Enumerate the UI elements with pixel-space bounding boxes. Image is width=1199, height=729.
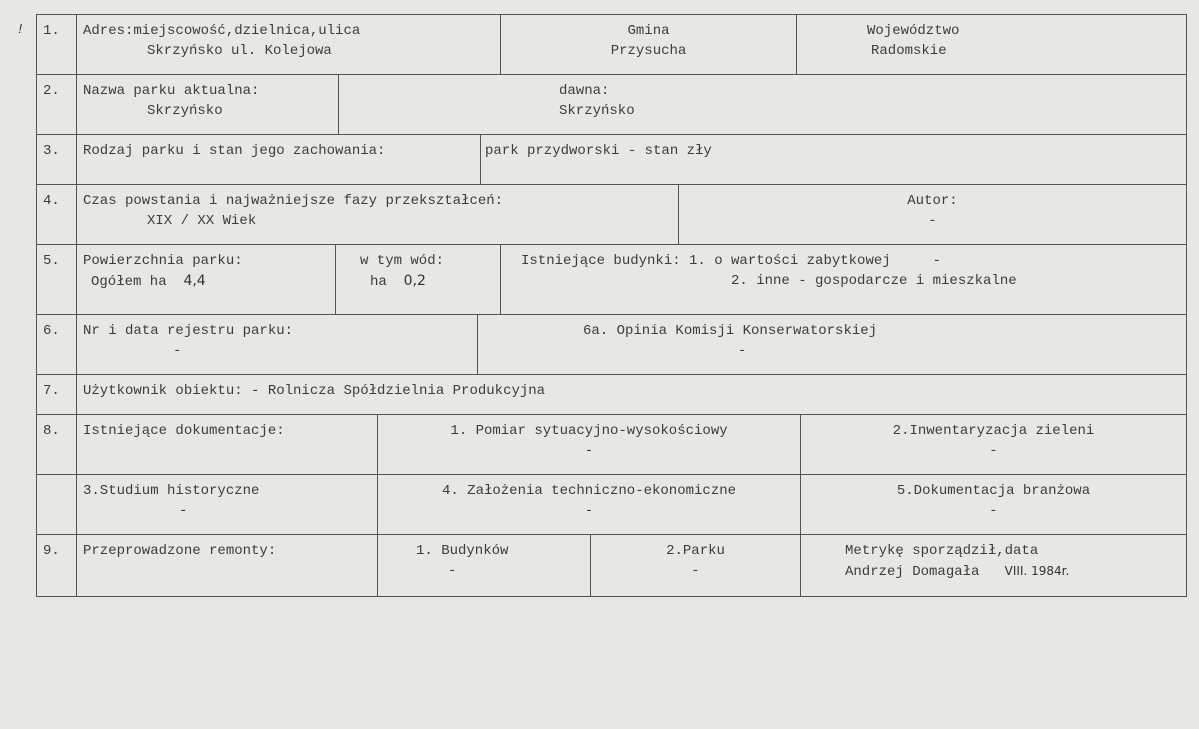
area-value: 4,4 — [183, 273, 206, 289]
register-cell — [76, 314, 477, 374]
buildings-cell — [500, 244, 1187, 314]
doc-3-value: - — [179, 503, 188, 519]
former-name-cell — [338, 74, 1187, 134]
current-name-value: Skrzyńsko — [147, 103, 223, 119]
prepared-by-cell — [800, 534, 1187, 597]
row-number: 6. — [36, 314, 76, 374]
doc-5-value: - — [989, 503, 998, 519]
author-label: Autor: — [907, 193, 958, 209]
opinion-cell — [477, 314, 1187, 374]
park-type-label: Rodzaj parku i stan jego zachowania: — [76, 134, 480, 184]
area-label: Powierzchnia parku: — [83, 253, 243, 269]
creation-time-cell — [76, 184, 678, 244]
doc-1-cell — [377, 414, 800, 474]
register-label: Nr i data rejestru parku: — [83, 323, 294, 339]
buildings-label: Istniejące budynki: 1. o wartości zabytkowej - — [521, 253, 942, 269]
doc-2-value: - — [989, 443, 998, 459]
author-cell — [678, 184, 1187, 244]
row-number-empty — [36, 474, 76, 534]
doc-4-cell — [377, 474, 800, 534]
doc-3-cell — [76, 474, 377, 534]
address-label: Adres:miejscowość,dzielnica,ulica — [83, 23, 361, 39]
doc-5-label: 5.Dokumentacja branżowa — [896, 483, 1091, 499]
voivodeship-value: Radomskie — [871, 43, 947, 59]
opinion-label: 6a. Opinia Komisji Konserwatorskiej — [583, 323, 878, 339]
doc-3-label: 3.Studium historyczne — [83, 483, 260, 499]
former-name-value: Skrzyńsko — [559, 103, 635, 119]
park-type-value: park przydworski - stan zły — [480, 134, 1187, 184]
current-name-label: Nazwa parku aktualna: — [83, 83, 260, 99]
buildings-line2: 2. inne - gospodarcze i mieszkalne — [731, 273, 1017, 289]
doc-1-label: 1. Pomiar sytuacyjno-wysokościowy — [450, 423, 728, 439]
prepared-by-label: Metrykę sporządził,data — [845, 543, 1039, 559]
row-number: 9. — [36, 534, 76, 597]
author-value: - — [928, 213, 937, 229]
current-name-cell — [76, 74, 338, 134]
doc-2-cell — [800, 414, 1187, 474]
user-label: Użytkownik obiektu: - Rolnicza Spółdzielnia Produkcyjna — [76, 374, 1187, 414]
prepared-by-name: Andrzej Domagała — [845, 564, 980, 580]
register-value: - — [173, 343, 182, 359]
row-number: 2. — [36, 74, 76, 134]
area-prefix: Ogółem ha — [91, 274, 167, 290]
opinion-value: - — [738, 343, 747, 359]
doc-1-value: - — [584, 443, 594, 459]
water-prefix: ha — [370, 274, 387, 290]
water-label: w tym wód: — [360, 253, 445, 269]
address-cell — [76, 14, 500, 74]
documentation-label: Istniejące dokumentacje: — [76, 414, 377, 474]
margin-mark: ! — [16, 22, 25, 38]
address-value: Skrzyńsko ul. Kolejowa — [147, 43, 332, 59]
repairs-buildings-cell — [377, 534, 590, 597]
gmina-cell — [500, 14, 796, 74]
water-cell — [335, 244, 500, 314]
row-number: 3. — [36, 134, 76, 184]
row-number: 1. — [36, 14, 76, 74]
repairs-buildings-value: - — [448, 563, 457, 579]
repairs-buildings-label: 1. Budynków — [416, 543, 509, 559]
repairs-park-cell — [590, 534, 800, 597]
area-cell — [76, 244, 335, 314]
voivodeship-label: Województwo — [867, 23, 960, 39]
voivodeship-cell — [796, 14, 1187, 74]
creation-time-label: Czas powstania i najważniejsze fazy przekształceń: — [83, 193, 504, 209]
water-value: 0,2 — [403, 273, 426, 289]
doc-4-value: - — [584, 503, 594, 519]
row-number: 4. — [36, 184, 76, 244]
row-number: 5. — [36, 244, 76, 314]
doc-5-cell — [800, 474, 1187, 534]
repairs-label: Przeprowadzone remonty: — [76, 534, 377, 597]
row-number: 8. — [36, 414, 76, 474]
gmina-value: Przysucha — [610, 43, 687, 59]
doc-2-label: 2.Inwentaryzacja zieleni — [892, 423, 1095, 439]
gmina-label: Gmina — [627, 23, 670, 39]
repairs-park-label: 2.Parku — [666, 543, 725, 559]
creation-time-value: XIX / XX Wiek — [147, 213, 257, 229]
prepared-date: VIII. 1984r. — [1004, 564, 1070, 578]
row-number: 7. — [36, 374, 76, 414]
repairs-park-value: - — [691, 563, 700, 579]
doc-4-label: 4. Założenia techniczno-ekonomiczne — [441, 483, 737, 499]
former-name-label: dawna: — [559, 83, 610, 99]
